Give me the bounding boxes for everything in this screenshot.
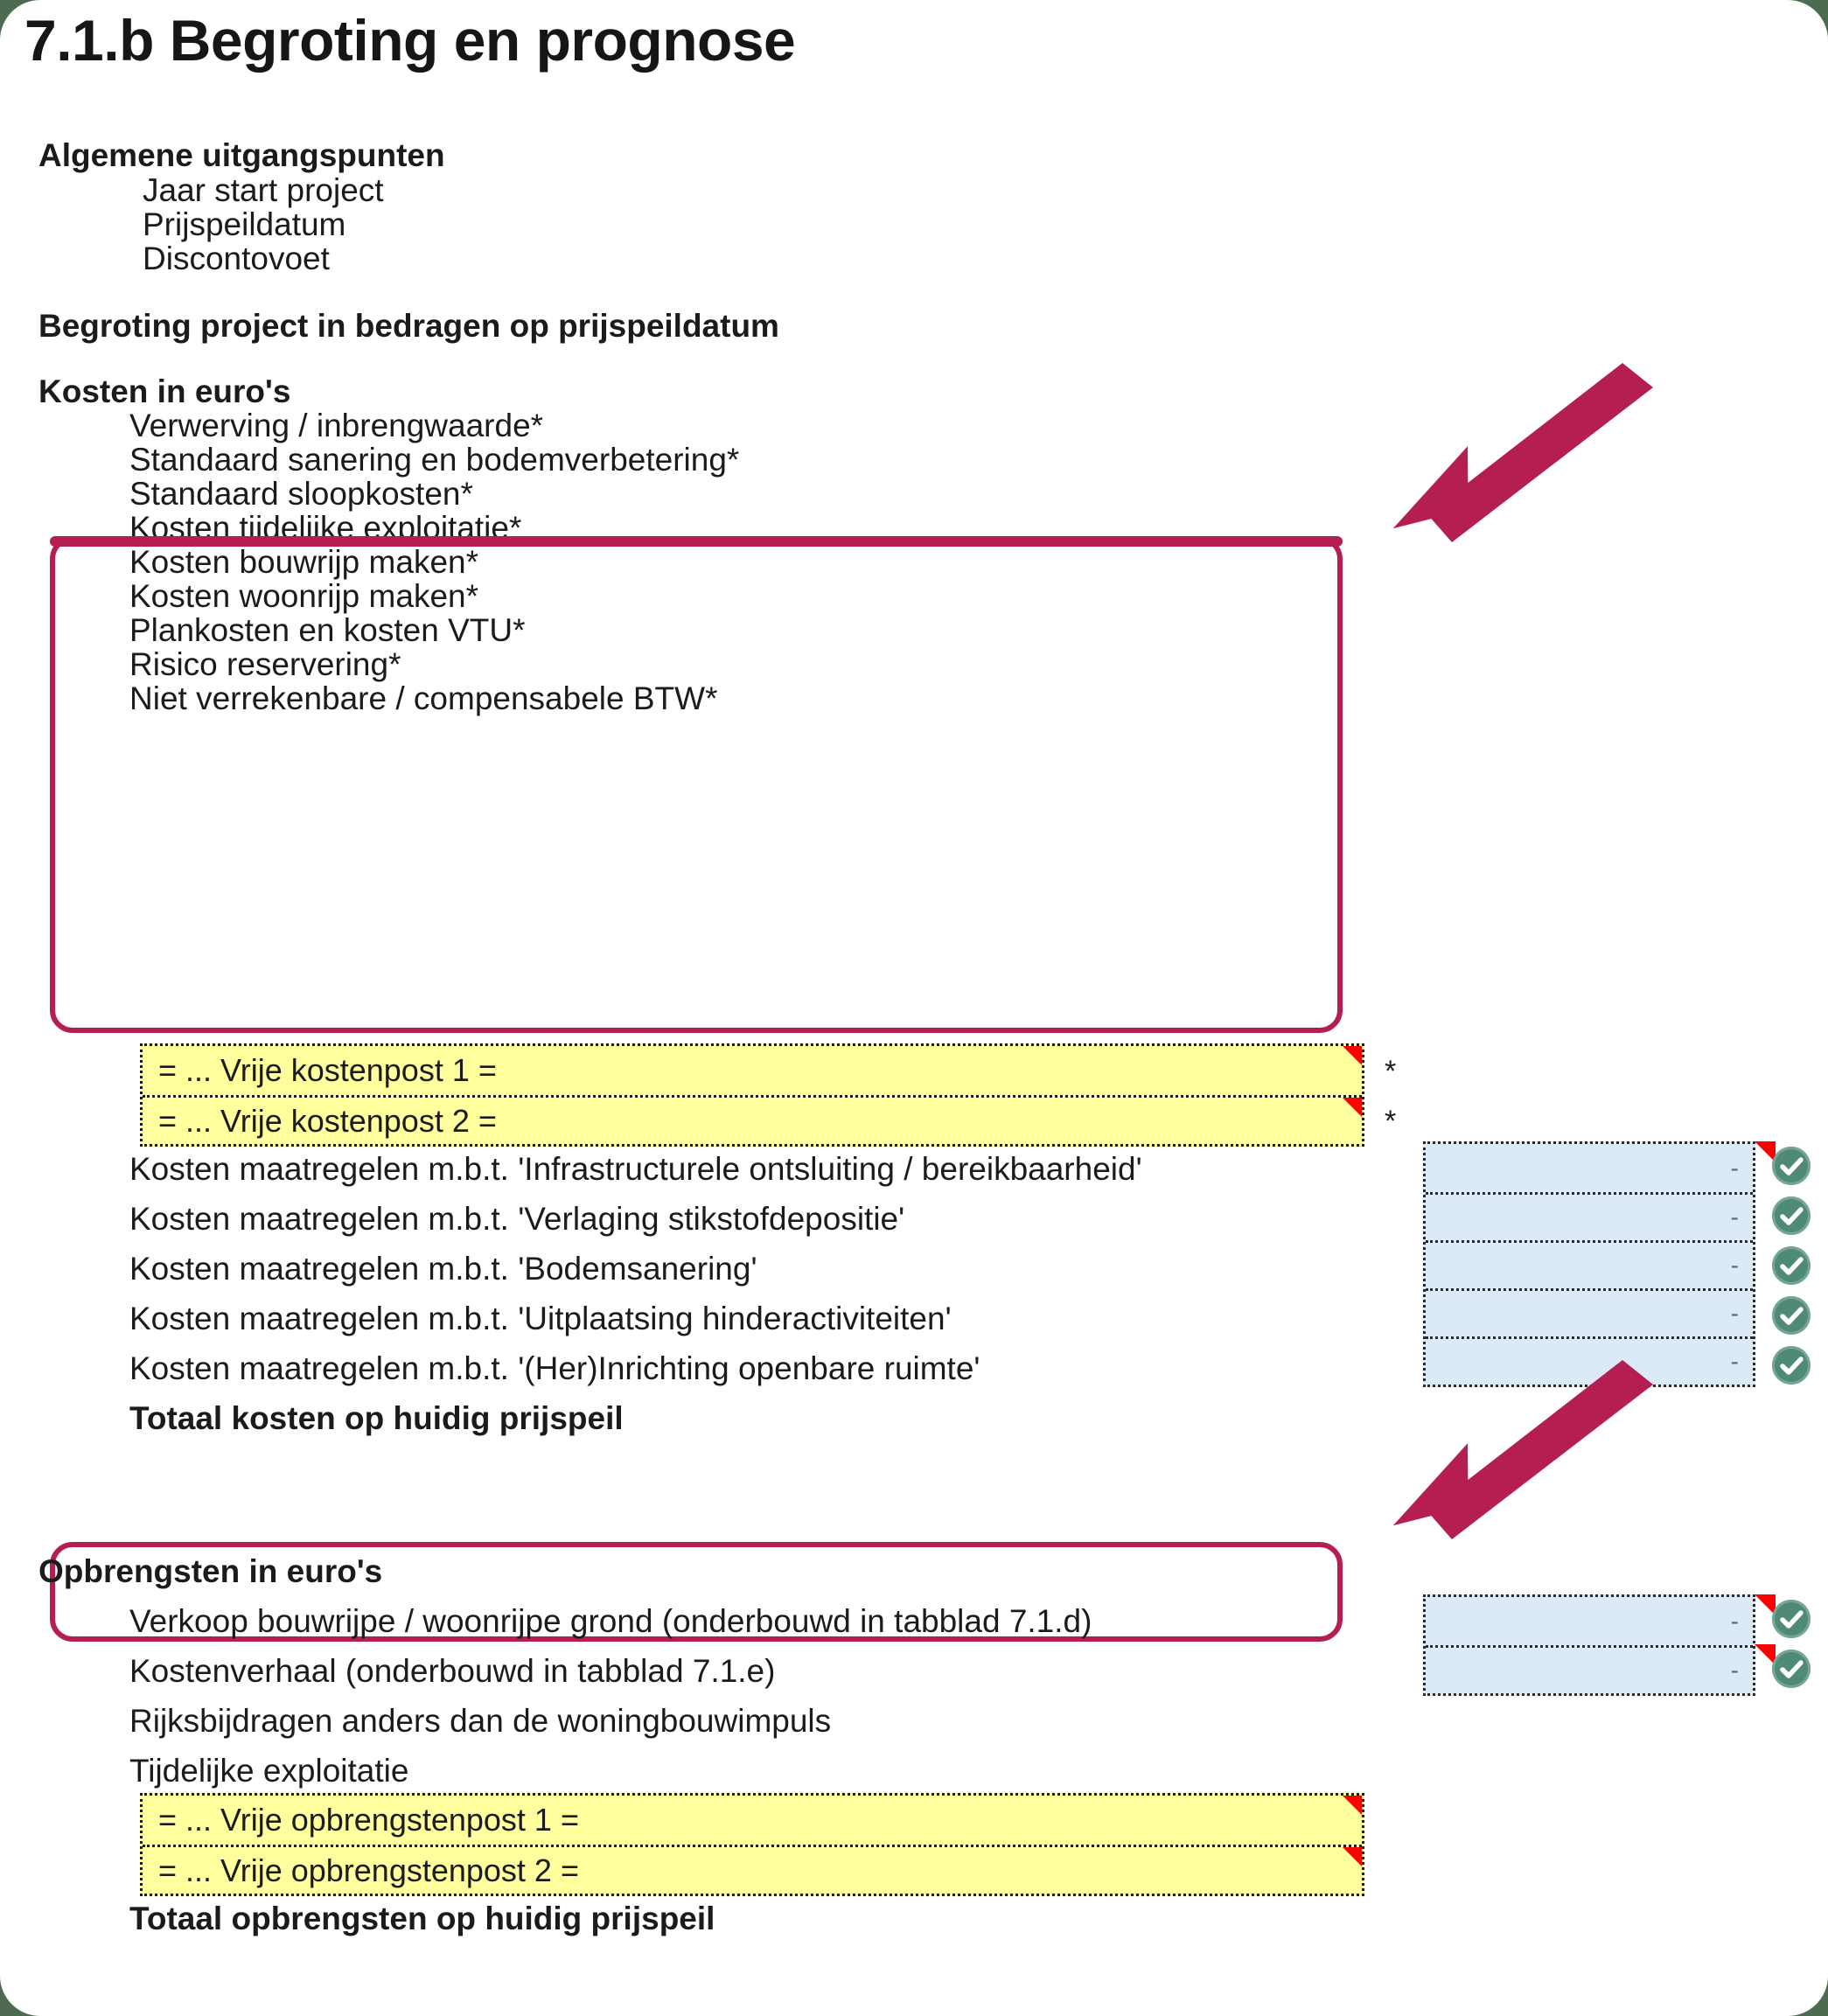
revenue-item-verkoop-grond: Verkoop bouwrijpe / woonrijpe grond (onderbouwd in tabblad 7.1.d) (129, 1603, 1092, 1639)
measure-status-check-1 (1772, 1147, 1811, 1185)
revenue-status-check-1 (1772, 1600, 1811, 1638)
measure-value-4: - (1730, 1300, 1739, 1327)
measure-value-1: - (1730, 1154, 1739, 1182)
page-title: 7.1.b Begroting en prognose (24, 8, 796, 73)
costs-item-plankosten-vtu: Plankosten en kosten VTU* (129, 612, 526, 648)
comment-flag-icon (1343, 1098, 1362, 1117)
measure-value-3: - (1730, 1252, 1739, 1279)
revenue-item-tijdelijke-exploitatie: Tijdelijke exploitatie (129, 1753, 409, 1789)
revenues-total-label: Totaal opbrengsten op huidig prijspeil (129, 1901, 715, 1936)
revenue-value-2: - (1730, 1657, 1739, 1684)
costs-total-label: Totaal kosten op huidig prijspeil (129, 1400, 624, 1436)
free-cost-post-2-asterisk: * (1385, 1105, 1397, 1138)
comment-flag-icon (1343, 1796, 1362, 1815)
comment-flag-icon (1343, 1046, 1362, 1065)
free-cost-post-1-label: = ... Vrije kostenpost 1 = (158, 1052, 497, 1088)
measure-label-bodemsanering: Kosten maatregelen m.b.t. 'Bodemsanering' (129, 1251, 757, 1287)
measure-status-check-4 (1772, 1296, 1811, 1335)
costs-heading: Kosten in euro's (38, 373, 291, 409)
free-cost-posts-group[interactable] (140, 1043, 1364, 1147)
costs-item-woonrijp-maken: Kosten woonrijp maken* (129, 578, 478, 614)
costs-item-standaard-sanering: Standaard sanering en bodemverbetering* (129, 442, 740, 478)
measure-values-group[interactable] (1423, 1141, 1755, 1387)
free-revenue-post-2[interactable] (143, 1845, 1362, 1894)
assumptions-item-jaar-start-project: Jaar start project (143, 172, 384, 208)
measure-value-input-4[interactable] (1426, 1288, 1753, 1336)
free-cost-post-1[interactable] (143, 1046, 1362, 1095)
costs-item-tijdelijke-exploitatie: Kosten tijdelijke exploitatie* (129, 510, 522, 546)
measure-status-check-5 (1772, 1346, 1811, 1385)
revenue-value-input-2[interactable] (1426, 1645, 1753, 1693)
measure-value-2: - (1730, 1203, 1739, 1231)
revenues-heading: Opbrengsten in euro's (38, 1553, 383, 1589)
assumptions-item-discontovoet: Discontovoet (143, 241, 330, 276)
revenue-status-check-2 (1772, 1650, 1811, 1688)
measure-value-input-2[interactable] (1426, 1192, 1753, 1240)
measure-value-5: - (1730, 1348, 1739, 1375)
free-revenue-posts-group[interactable] (140, 1793, 1364, 1896)
costs-item-btw: Niet verrekenbare / compensabele BTW* (129, 680, 718, 716)
costs-item-verwerving: Verwerving / inbrengwaarde* (129, 408, 544, 443)
revenue-value-1: - (1730, 1607, 1739, 1635)
measure-value-input-1[interactable] (1426, 1144, 1753, 1192)
free-revenue-post-1[interactable] (143, 1796, 1362, 1845)
free-cost-post-2-label: = ... Vrije kostenpost 2 = (158, 1102, 497, 1139)
measure-label-herinrichting-openbare-ruimte: Kosten maatregelen m.b.t. '(Her)Inrichting openbare ruimte' (129, 1350, 980, 1386)
costs-item-standaard-sloopkosten: Standaard sloopkosten* (129, 476, 473, 512)
free-revenue-post-2-label: = ... Vrije opbrengstenpost 2 = (158, 1852, 579, 1888)
measure-label-verlaging-stikstofdepositie: Kosten maatregelen m.b.t. 'Verlaging stikstofdepositie' (129, 1201, 905, 1237)
measure-status-check-2 (1772, 1196, 1811, 1235)
costs-item-bouwrijp-maken: Kosten bouwrijp maken* (129, 544, 478, 580)
measure-value-input-5[interactable] (1426, 1336, 1753, 1385)
measure-status-check-3 (1772, 1246, 1811, 1285)
revenue-item-kostenverhaal: Kostenverhaal (onderbouwd in tabblad 7.1.e) (129, 1653, 776, 1689)
revenue-item-rijksbijdragen: Rijksbijdragen anders dan de woningbouwimpuls (129, 1703, 832, 1739)
budget-heading: Begroting project in bedragen op prijspeildatum (38, 308, 779, 344)
free-cost-post-1-asterisk: * (1385, 1055, 1397, 1088)
assumptions-item-prijspeildatum: Prijspeildatum (143, 206, 346, 242)
measure-label-infrastructurele-ontsluiting: Kosten maatregelen m.b.t. 'Infrastructurele ontsluiting / bereikbaarheid' (129, 1151, 1142, 1187)
arrow-to-costs-box (1364, 337, 1714, 547)
measure-value-input-3[interactable] (1426, 1240, 1753, 1288)
revenue-value-input-1[interactable] (1426, 1597, 1753, 1645)
measure-label-uitplaatsing-hinderactiviteiten: Kosten maatregelen m.b.t. 'Uitplaatsing hinderactiviteiten' (129, 1301, 952, 1336)
free-cost-post-2[interactable] (143, 1095, 1362, 1144)
revenue-values-group[interactable] (1423, 1594, 1755, 1696)
comment-flag-icon (1343, 1847, 1362, 1866)
free-revenue-post-1-label: = ... Vrije opbrengstenpost 1 = (158, 1802, 579, 1838)
costs-item-risico-reservering: Risico reservering* (129, 646, 401, 682)
assumptions-heading: Algemene uitgangspunten (38, 137, 445, 173)
